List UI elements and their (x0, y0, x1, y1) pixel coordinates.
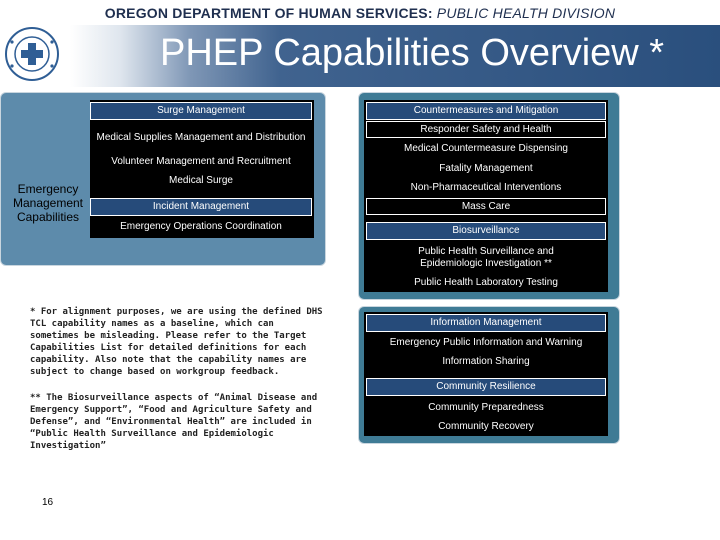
capability-countermeasures-mitigation: Countermeasures and Mitigation (366, 102, 606, 120)
capability-community-recovery: Community Recovery (366, 418, 606, 435)
capability-surge-management: Surge Management (90, 102, 312, 120)
capability-public-information: Emergency Public Information and Warning (366, 334, 606, 351)
footnote-alignment: * For alignment purposes, we are using the defined DHS TCL capability names as a baseline, which can sometimes be misleading. Please refer to the Target Capabilities List for detailed definitions for each capability. Also note that the capability names are subject to change based on workgroup feedback. (30, 307, 323, 377)
public-health-oregon-logo (4, 26, 60, 82)
capability-community-resilience: Community Resilience (366, 378, 606, 396)
capability-ph-lab-testing: Public Health Laboratory Testing (366, 274, 606, 291)
capability-medical-surge: Medical Surge (90, 173, 312, 189)
agency-division: PUBLIC HEALTH DIVISION (436, 5, 616, 21)
capability-biosurveillance: Biosurveillance (366, 222, 606, 240)
capability-community-preparedness: Community Preparedness (366, 399, 606, 416)
capability-ph-surveillance: Public Health Surveillance and Epidemiologic Investigation ** (394, 244, 578, 272)
page-title: PHEP Capabilities Overview * (160, 32, 665, 74)
capability-eoc: Emergency Operations Coordination (90, 219, 312, 235)
page-number: 16 (42, 497, 54, 508)
capability-mass-care: Mass Care (366, 198, 606, 215)
capability-volunteer-management: Volunteer Management and Recruitment (90, 154, 312, 170)
capability-information-management: Information Management (366, 314, 606, 332)
capability-fatality-management: Fatality Management (366, 160, 606, 177)
capability-responder-safety: Responder Safety and Health (366, 121, 606, 138)
agency-department: OREGON DEPARTMENT OF HUMAN SERVICES: (104, 5, 433, 21)
capability-mcm-dispensing: Medical Countermeasure Dispensing (366, 140, 606, 157)
emergency-management-label: Emergency Management Capabilities (12, 182, 84, 224)
capability-medical-supplies: Medical Supplies Management and Distribution (90, 124, 312, 152)
footnote-biosurveillance: ** The Biosurveillance aspects of “Animal Disease and Emergency Support”, “Food and Agriculture Safety and Defense”, and “Environmental Health” are included in “Public Health Surveillance and Epidemiologic Investigation” (30, 393, 318, 451)
agency-name (0, 5, 720, 21)
capability-npi: Non-Pharmaceutical Interventions (366, 179, 606, 196)
footnotes (30, 306, 326, 466)
capability-information-sharing: Information Sharing (366, 353, 606, 370)
capability-incident-management: Incident Management (90, 198, 312, 216)
